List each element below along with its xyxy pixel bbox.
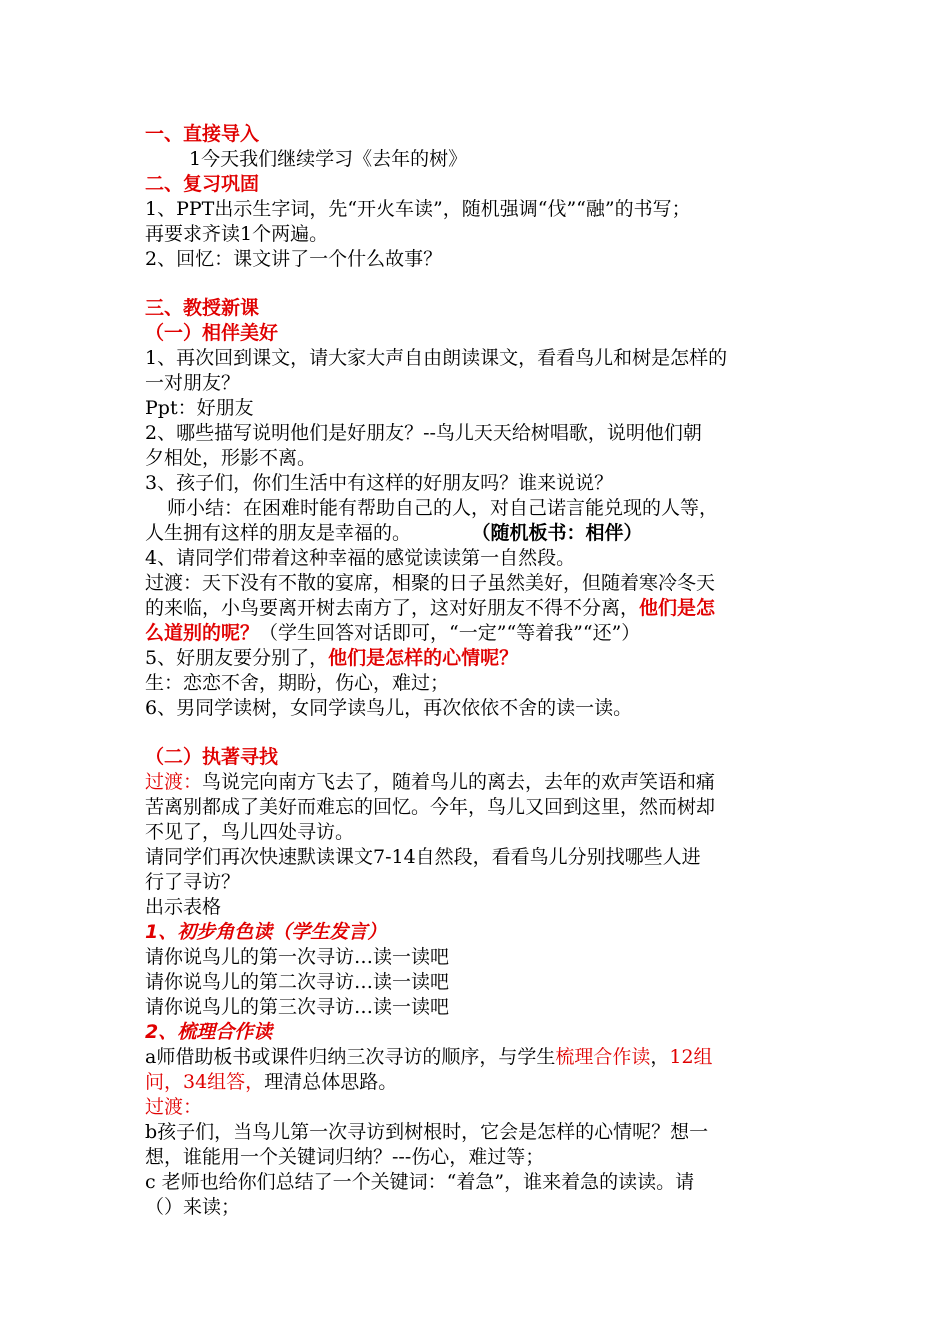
text-run: 5、好朋友要分别了， — [145, 647, 329, 669]
paragraph-line: 苦离别都成了美好而难忘的回忆。今年，鸟儿又回到这里，然而树却 — [145, 796, 716, 818]
paragraph-line: Ppt：好朋友 — [145, 397, 254, 419]
paragraph-line: 再要求齐读1个两遍。 — [145, 223, 329, 245]
subsection-heading-4: 2、梳理合作读 — [145, 1021, 273, 1043]
paragraph-line: 请同学们再次快速默读课文7-14自然段，看看鸟儿分别找哪些人进 — [145, 846, 701, 868]
subsection-heading-2: （二）执著寻找 — [145, 746, 279, 768]
section-heading-3: 三、教授新课 — [145, 297, 260, 319]
paragraph-line: 2、哪些描写说明他们是好朋友？--鸟儿天天给树唱歌，说明他们朝 — [145, 422, 702, 444]
section-heading-1: 一、直接导入 — [145, 123, 260, 145]
spacer — [145, 721, 810, 745]
spacer — [145, 272, 810, 296]
paragraph-line — [145, 646, 810, 671]
paragraph-line: 请你说鸟儿的第三次寻访…读一读吧 — [145, 996, 450, 1018]
paragraph-line: 4、请同学们带着这种幸福的感觉读读第一自然段。 — [145, 547, 576, 569]
emphasis-text: 12组 — [669, 1046, 713, 1068]
emphasis-question: 么道别的呢？ — [145, 622, 260, 644]
paragraph-line: 生：恋恋不舍，期盼，伤心，难过； — [145, 672, 450, 694]
paragraph-line: 2、回忆：课文讲了一个什么故事？ — [145, 248, 443, 270]
paragraph-line: 想，谁能用一个关键词归纳？---伤心，难过等； — [145, 1146, 545, 1168]
text-run: 理清总体思路。 — [264, 1071, 398, 1093]
emphasis-question: 他们是怎 — [639, 597, 716, 619]
summary-text: 人生拥有这样的朋友是幸福的。 — [145, 522, 412, 544]
paragraph-line — [145, 770, 810, 795]
text-run: a师借助板书或课件归纳三次寻访的顺序，与学生 — [145, 1046, 556, 1068]
document-page — [145, 122, 810, 1220]
subsection-heading-3: 1、初步角色读（学生发言） — [145, 921, 387, 943]
paragraph-line: 6、男同学读树，女同学读鸟儿，再次依依不舍的读一读。 — [145, 697, 633, 719]
paragraph-line — [145, 521, 810, 546]
paragraph-line: 请你说鸟儿的第一次寻访…读一读吧 — [145, 946, 450, 968]
paragraph-line — [145, 621, 810, 646]
paragraph-line: 出示表格 — [145, 896, 222, 918]
paragraph-line: 过渡：天下没有不散的宴席，相聚的日子虽然美好，但随着寒冷冬天 — [145, 572, 716, 594]
transition-label: 过渡： — [145, 1096, 203, 1118]
text-run: ， — [650, 1046, 670, 1068]
text-run: 的来临，小鸟要离开树去南方了，这对好朋友不得不分离， — [145, 597, 640, 619]
paragraph-line: 1今天我们继续学习《去年的树》 — [189, 148, 468, 170]
text-run: 鸟说完向南方飞去了，随着鸟儿的离去，去年的欢声笑语和痛 — [202, 771, 716, 793]
paragraph-line — [145, 596, 810, 621]
emphasis-text: 梳理合作读 — [555, 1046, 651, 1068]
transition-label: 过渡： — [145, 771, 203, 793]
paragraph-line: c 老师也给你们总结了一个关键词：“着急”，谁来着急的读读。请 — [145, 1171, 695, 1193]
paragraph-line: 请你说鸟儿的第二次寻访…读一读吧 — [145, 971, 450, 993]
section-heading-2: 二、复习巩固 — [145, 173, 260, 195]
paragraph-line: 1、PPT出示生字词，先“开火车读”，随机强调“伐”“融”的书写； — [145, 198, 691, 220]
text-run: （学生回答对话即可，“一定”“等着我”“还”） — [259, 622, 641, 644]
paragraph-line — [145, 1045, 810, 1070]
paragraph-line: 一对朋友？ — [145, 372, 241, 394]
subsection-heading-1: （一）相伴美好 — [145, 322, 279, 344]
paragraph-line: 行了寻访？ — [145, 871, 241, 893]
paragraph-line: （）来读； — [145, 1196, 241, 1218]
paragraph-line: 3、孩子们，你们生活中有这样的好朋友吗？谁来说说？ — [145, 472, 614, 494]
emphasis-question: 他们是怎样的心情呢？ — [328, 647, 519, 669]
paragraph-line: 师小结：在困难时能有帮助自己的人，对自己诺言能兑现的人等， — [167, 497, 719, 519]
paragraph-line: 不见了，鸟儿四处寻访。 — [145, 821, 355, 843]
paragraph-line: 1、再次回到课文，请大家大声自由朗读课文，看看鸟儿和树是怎样的 — [145, 347, 728, 369]
paragraph-line — [145, 1070, 810, 1095]
board-note: （随机板书：相伴） — [481, 522, 643, 544]
paragraph-line: b孩子们，当鸟儿第一次寻访到树根时，它会是怎样的心情呢？想一 — [145, 1121, 709, 1143]
paragraph-line: 夕相处，形影不离。 — [145, 447, 317, 469]
emphasis-text: 问，34组答， — [145, 1071, 265, 1093]
